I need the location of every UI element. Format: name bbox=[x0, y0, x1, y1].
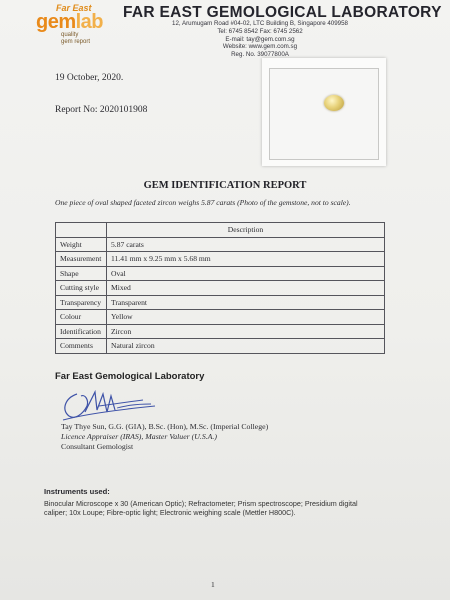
report-title: GEM IDENTIFICATION REPORT bbox=[143, 180, 307, 191]
page-number: 1 bbox=[211, 580, 215, 589]
table-row bbox=[56, 281, 385, 296]
row-value-cutting-style: Mixed bbox=[107, 281, 385, 296]
report-number: Report No: 2020101908 bbox=[55, 105, 148, 115]
table-row bbox=[56, 237, 385, 252]
instruments-list: Binocular Microscope x 30 (American Optic); Refractometer; Prism spectroscope; Presidium digital caliper; 10x Loupe; Fibre-optic light; Electronic weighing scale (Mettler H800C). bbox=[44, 499, 358, 517]
row-label-shape: Shape bbox=[56, 266, 107, 281]
logo-wordmark bbox=[36, 11, 103, 34]
lab-website: Website: www.gem.com.sg bbox=[222, 43, 298, 51]
lab-address: 12, Arumugam Road #04-02, LTC Building B, Singapore 409958 bbox=[172, 20, 348, 27]
report-date: 19 October, 2020. bbox=[55, 73, 124, 83]
table-header-blank bbox=[56, 223, 107, 238]
row-value-shape: Oval bbox=[107, 266, 385, 281]
logo-tagline bbox=[61, 32, 90, 45]
signatory-credential: Licence Appraiser (IRAS), Master Valuer (U.S.A.) bbox=[61, 432, 217, 441]
description-table bbox=[55, 222, 385, 354]
table-row bbox=[56, 339, 385, 354]
table-row bbox=[56, 324, 385, 339]
lab-tel-fax: Tel: 6745 8542 Fax: 6745 2562 bbox=[217, 27, 303, 35]
logo-far-east-text: Far East bbox=[56, 3, 92, 13]
handwritten-signature bbox=[55, 384, 165, 426]
instruments-heading: Instruments used: bbox=[44, 487, 110, 496]
lab-contact-block bbox=[140, 20, 380, 59]
row-value-comments: Natural zircon bbox=[107, 339, 385, 354]
table-row bbox=[56, 310, 385, 325]
lab-email: E-mail: tay@gem.com.sg bbox=[225, 35, 295, 43]
row-label-cutting-style: Cutting style bbox=[56, 281, 107, 296]
logo-lab-text: lab bbox=[75, 11, 104, 33]
report-intro: One piece of oval shaped faceted zircon weighs 5.87 carats (Photo of the gemstone, not to scale). bbox=[55, 198, 351, 207]
row-value-identification: Zircon bbox=[107, 324, 385, 339]
row-label-colour: Colour bbox=[56, 310, 107, 325]
signatory-organisation: Far East Gemological Laboratory bbox=[55, 371, 205, 382]
table-header-row bbox=[56, 223, 385, 238]
table-row bbox=[56, 295, 385, 310]
lab-reg-no: Reg. No. 39077800A bbox=[231, 51, 289, 59]
signatory-role: Consultant Gemologist bbox=[61, 442, 134, 451]
row-value-colour: Yellow bbox=[107, 310, 385, 325]
logo-gem-text: gem bbox=[36, 11, 76, 33]
gemstone-photo bbox=[324, 95, 344, 111]
logo-tagline-line-1: quality bbox=[61, 32, 79, 38]
row-label-comments: Comments bbox=[56, 339, 107, 354]
row-value-weight: 5.87 carats bbox=[107, 237, 385, 252]
gemlab-logo bbox=[36, 3, 116, 47]
signatory-name: Tay Thye Sun, G.G. (GIA), B.Sc. (Hon), M.Sc. (Imperial College) bbox=[61, 422, 269, 431]
gemstone-photo-card bbox=[262, 58, 386, 166]
table-row bbox=[56, 252, 385, 267]
row-label-measurement: Measurement bbox=[56, 252, 107, 267]
row-label-weight: Weight bbox=[56, 237, 107, 252]
table-header-description: Description bbox=[107, 223, 385, 238]
row-value-measurement: 11.41 mm x 9.25 mm x 5.68 mm bbox=[107, 252, 385, 267]
row-label-identification: Identification bbox=[56, 324, 107, 339]
gemstone-photo-frame bbox=[269, 68, 379, 160]
table-row bbox=[56, 266, 385, 281]
logo-tagline-line-2: gem report bbox=[61, 38, 91, 45]
row-value-transparency: Transparent bbox=[107, 295, 385, 310]
lab-name: FAR EAST GEMOLOGICAL LABORATORY bbox=[123, 4, 442, 21]
row-label-transparency: Transparency bbox=[56, 295, 107, 310]
